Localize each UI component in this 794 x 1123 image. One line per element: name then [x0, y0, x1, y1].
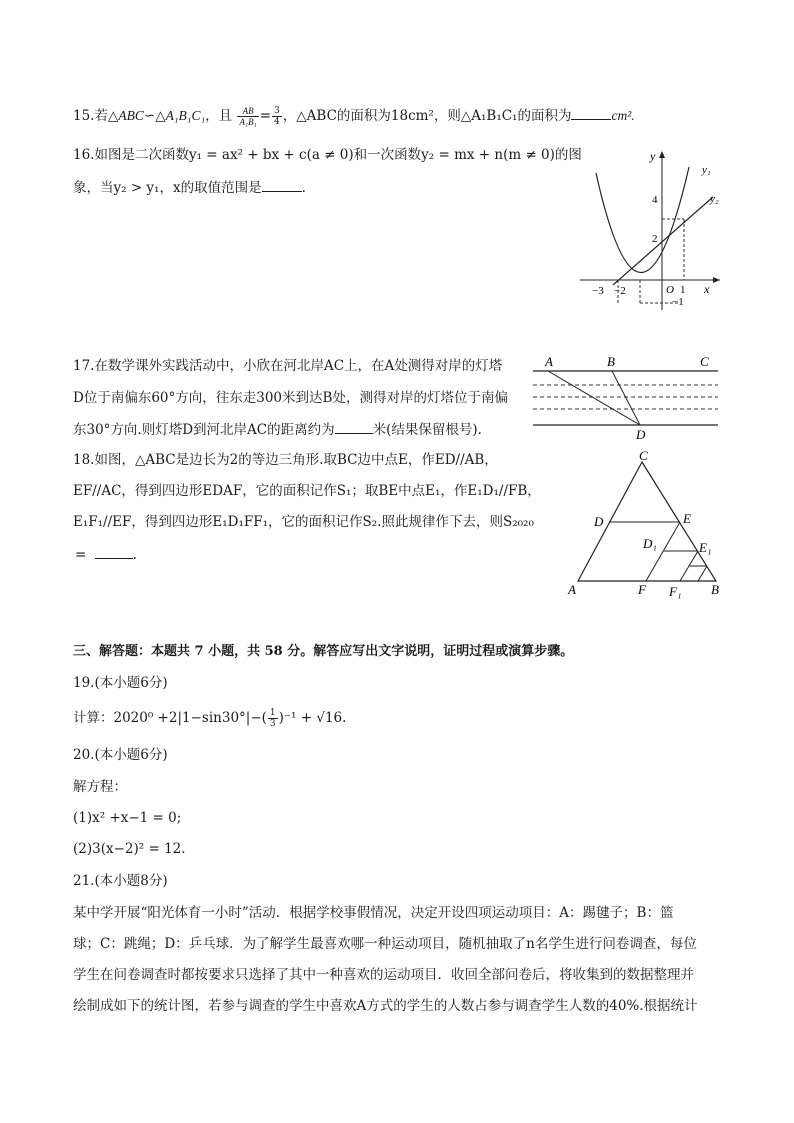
q17-label-a: A: [545, 354, 553, 369]
q18-equals: =: [75, 547, 87, 563]
q17-line3-wrap: [73, 419, 482, 440]
q16-answer-blank[interactable]: [262, 177, 302, 192]
q17-line3: 东30°方向.则灯塔D到河北岸AC的距离约为: [73, 422, 335, 438]
q19-frac-denominator: 3: [269, 719, 276, 729]
q20-intro: 解方程：: [73, 779, 127, 795]
q15-answer-blank[interactable]: [571, 105, 611, 120]
q16-tick-neg2: −2: [614, 285, 626, 297]
q18-line4-end: .: [132, 547, 137, 563]
section3-heading: 三、解答题：本题共 7 小题，共 58 分。解答应写出文字说明，证明过程或演算步骤。: [73, 644, 574, 659]
q19-heading: 19.(本小题6分): [73, 675, 168, 691]
q16-tick-1: 1: [680, 284, 686, 296]
q20-heading: 20.(本小题6分): [73, 747, 168, 763]
q15-condition: ，且: [205, 108, 233, 124]
q18-line3: E₁F₁//EF，得到四边形E₁D₁FF₁，它的面积记作S₂.照此规律作下去，则S₂₀₂₀: [73, 514, 534, 530]
q15-mid: ，△ABC的面积为18cm²，则△A₁B₁C₁的面积为: [282, 108, 572, 124]
q15-line: [73, 105, 635, 127]
q21-line3: 学生在问卷调查时都按要求只选择了其中一种喜欢的运动项目．收回全部问卷后，将收集到的数据整理并: [73, 967, 694, 983]
q18-answer-blank[interactable]: [95, 544, 133, 559]
q16-tick-4: 4: [652, 194, 658, 206]
q18-label-b: B: [711, 582, 719, 597]
q20-part1: (1)x² +x−1 = 0;: [73, 810, 182, 826]
q16-line-y2: [613, 197, 713, 285]
q21-line4: 绘制成如下的统计图，若参与调查的学生中喜欢A方式的学生的人数占参与调查学生人数的40%.根据统计: [73, 998, 698, 1014]
q16-tick-neg3: −3: [592, 285, 604, 297]
q16-y-arrow-icon: [659, 151, 665, 158]
q16-line1: 16.如图是二次函数y₁ = ax² + bx + c(a ≠ 0)和一次函数y₂ = mx + n(m ≠ 0)的图: [73, 147, 582, 163]
q18-label-a: A: [568, 582, 576, 597]
q16-tick-2: 2: [652, 233, 658, 245]
q15-ratio-denominator: A₁B₁: [239, 117, 257, 127]
q15-triangle-abc: △ABC: [107, 108, 144, 123]
q18-line2: EF//AC，得到四边形EDAF，它的面积记作S₁；取BE中点E₁，作E₁D₁//FB，: [73, 483, 541, 499]
q21-line1: 某中学开展“阳光体育一小时”活动．根据学校事假情况，决定开设四项运动项目：A：踢毽子；B：篮: [73, 905, 674, 921]
q16-y-label: y: [650, 149, 656, 163]
q18-label-e1: E₁: [699, 540, 712, 555]
q18-triangle-figure: [562, 448, 732, 603]
q18-line1: 18.如图，△ABC是边长为2的等边三角形.取BC边中点E，作ED//AB，: [73, 452, 498, 468]
q18-label-d: D: [594, 514, 604, 529]
q21-line2: 球；C：跳绳；D：乒乓球．为了解学生最喜欢哪一种运动项目，随机抽取了n名学生进行问卷调查，每位: [73, 936, 697, 952]
q18-label-c: C: [639, 448, 648, 463]
q16-tick-neg1: −1: [672, 296, 684, 308]
q18-line4-wrap: [73, 544, 137, 565]
q17-line1: 17.在数学课外实践活动中，小欣在河北岸AC上，在A处测得对岸的灯塔: [73, 358, 503, 374]
q16-graph-figure: [580, 145, 730, 315]
q16-x-arrow-icon: [713, 277, 720, 283]
q15-value: [272, 106, 282, 127]
q19-frac-numerator: 1: [269, 708, 276, 718]
q16-curve2-label: y₂: [710, 193, 719, 205]
q20-part2: (2)3(x−2)² = 12.: [73, 841, 186, 857]
q15-value-denominator: 4: [274, 117, 280, 127]
q15-side-ratio: [237, 106, 258, 127]
q15-triangle-a1b1c1: △A₁B₁C₁: [155, 108, 206, 123]
q16-line2-end: .: [301, 180, 306, 196]
q15-number: 15.: [73, 108, 95, 124]
q16-origin-label: O: [666, 284, 674, 296]
q17-line2: D位于南偏东60°方向，往东走300米到达B处，测得对岸的灯塔位于南偏: [73, 390, 508, 406]
q16-curve1-label: y₁: [702, 164, 711, 176]
q18-segment-e2f2: [698, 566, 707, 581]
q19-expression: [73, 708, 346, 729]
q21-heading: 21.(本小题8分): [73, 873, 168, 889]
q17-label-b: B: [607, 354, 615, 369]
q18-label-f: F: [638, 582, 646, 597]
q15-similar-symbol: ∽: [143, 108, 156, 124]
q17-river-figure: [530, 352, 725, 442]
q15-lead: 若: [94, 108, 108, 124]
q17-line3-end: 米(结果保留根号).: [372, 422, 482, 438]
q15-unit: cm².: [611, 108, 635, 123]
q19-tail: )⁻¹ + √16.: [278, 710, 347, 726]
q17-label-d: D: [636, 427, 646, 442]
q18-label-e: E: [683, 511, 691, 526]
q16-line2: 象，当y₂ > y₁，x的取值范围是: [73, 180, 262, 196]
q15-value-numerator: 3: [274, 106, 280, 116]
q19-fraction: [268, 708, 278, 729]
q17-label-c: C: [700, 354, 709, 369]
q17-answer-blank[interactable]: [335, 419, 373, 434]
q18-label-d1: D₁: [643, 536, 657, 551]
q19-body: 计算：2020⁰ +2|1−sin30°|−(: [73, 710, 267, 726]
q15-ratio-numerator: AB: [237, 106, 258, 117]
q16-line2-wrap: [73, 177, 306, 198]
q15-equals: =: [259, 108, 272, 124]
q16-parabola-y1: [596, 167, 689, 273]
q18-label-f1: F₁: [669, 584, 682, 599]
q16-x-label: x: [704, 282, 710, 296]
